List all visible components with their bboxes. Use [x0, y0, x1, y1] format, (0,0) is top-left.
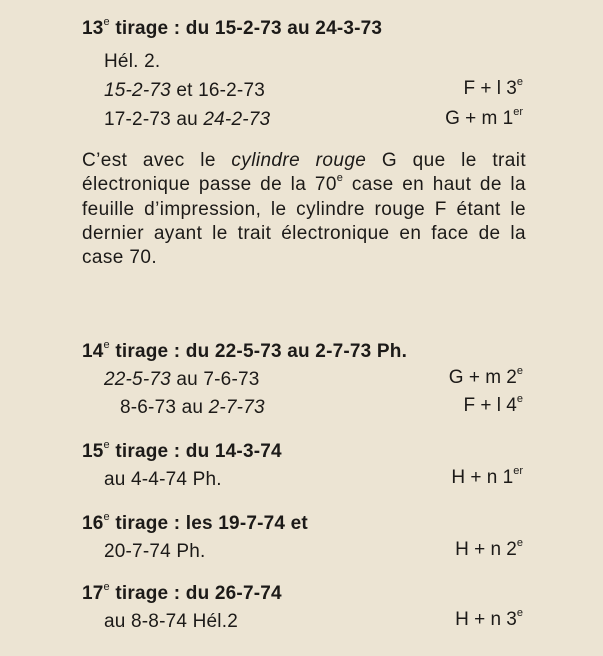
code-text: H + n 2	[455, 539, 517, 560]
section-number: 17	[82, 583, 104, 604]
ordinal-suffix: e	[103, 338, 110, 351]
code-text: F + l 4	[463, 395, 517, 416]
code-sup: er	[513, 464, 523, 477]
code-sup: er	[513, 105, 523, 118]
row-code	[448, 364, 523, 389]
para-text: case en haut de la feuille d’impression, le cylindre rouge F étant le dernier ayant le trait électronique en face de la case 70.	[82, 174, 526, 269]
section-number: 15	[82, 441, 104, 462]
row-left: 20-7-74 Ph.	[104, 541, 206, 562]
tirage-label: tirage :	[115, 18, 181, 39]
section-dates: du 14-3-74	[185, 441, 282, 462]
section-dates: du 15-2-73 au 24-3-73	[185, 18, 383, 39]
para-text: C’est avec le	[82, 150, 232, 171]
date-text: 17-2-73 au	[104, 109, 204, 130]
ordinal-suffix: e	[103, 510, 110, 523]
date-text: au 7-6-73	[170, 369, 260, 390]
section-15-heading	[82, 438, 282, 463]
row-left	[104, 109, 270, 131]
code-text: H + n 1	[451, 467, 514, 488]
code-sup: e	[516, 392, 523, 405]
date-italic: 2-7-73	[208, 397, 265, 418]
para-text: G que le trait électronique passe de la 70	[82, 150, 527, 196]
section-dates: du 22-5-73 au 2-7-73 Ph.	[185, 341, 408, 362]
tirage-label: tirage :	[115, 513, 181, 534]
date-text: et 16-2-73	[170, 80, 265, 101]
section-13-heading	[82, 15, 383, 40]
section-dates: du 26-7-74	[185, 583, 282, 604]
code-text: G + m 2	[448, 367, 517, 388]
date-italic: 24-2-73	[203, 109, 271, 130]
row-code	[451, 464, 523, 489]
section-17-heading	[82, 580, 282, 605]
section-number: 13	[82, 18, 104, 39]
section-number: 16	[82, 513, 104, 534]
ordinal-suffix: e	[103, 438, 110, 451]
tirage-label: tirage :	[115, 583, 181, 604]
section-16-heading	[82, 510, 308, 535]
code-sup: e	[516, 536, 523, 549]
row-code	[445, 105, 523, 130]
row-left	[120, 397, 265, 419]
ordinal-suffix: e	[103, 580, 110, 593]
row-code	[455, 536, 523, 561]
ordinal-suffix: e	[103, 15, 110, 28]
body-paragraph	[82, 149, 526, 270]
row-left: au 4-4-74 Ph.	[104, 469, 222, 490]
date-italic: 22-5-73	[104, 369, 171, 390]
section-14-heading	[82, 338, 408, 363]
code-sup: e	[516, 75, 523, 88]
row-code	[463, 75, 523, 100]
section-number: 14	[82, 341, 104, 362]
row-left: au 8-8-74 Hél.2	[104, 611, 238, 632]
para-sup: e	[336, 171, 344, 184]
date-italic: 15-2-73	[104, 80, 171, 101]
date-text: 8-6-73 au	[120, 397, 209, 418]
code-text: H + n 3	[455, 609, 517, 630]
code-text: F + l 3	[463, 78, 517, 99]
tirage-label: tirage :	[115, 341, 181, 362]
section-dates: les 19-7-74 et	[185, 513, 308, 534]
code-sup: e	[516, 364, 523, 377]
row-left	[104, 80, 265, 102]
row-code	[455, 606, 523, 631]
row-left	[104, 369, 260, 391]
row-code	[463, 392, 523, 417]
section-13-sub: Hél. 2.	[104, 51, 161, 72]
code-sup: e	[516, 606, 523, 619]
para-italic: cylindre rouge	[231, 150, 367, 171]
tirage-label: tirage :	[115, 441, 181, 462]
code-text: G + m 1	[445, 108, 514, 129]
